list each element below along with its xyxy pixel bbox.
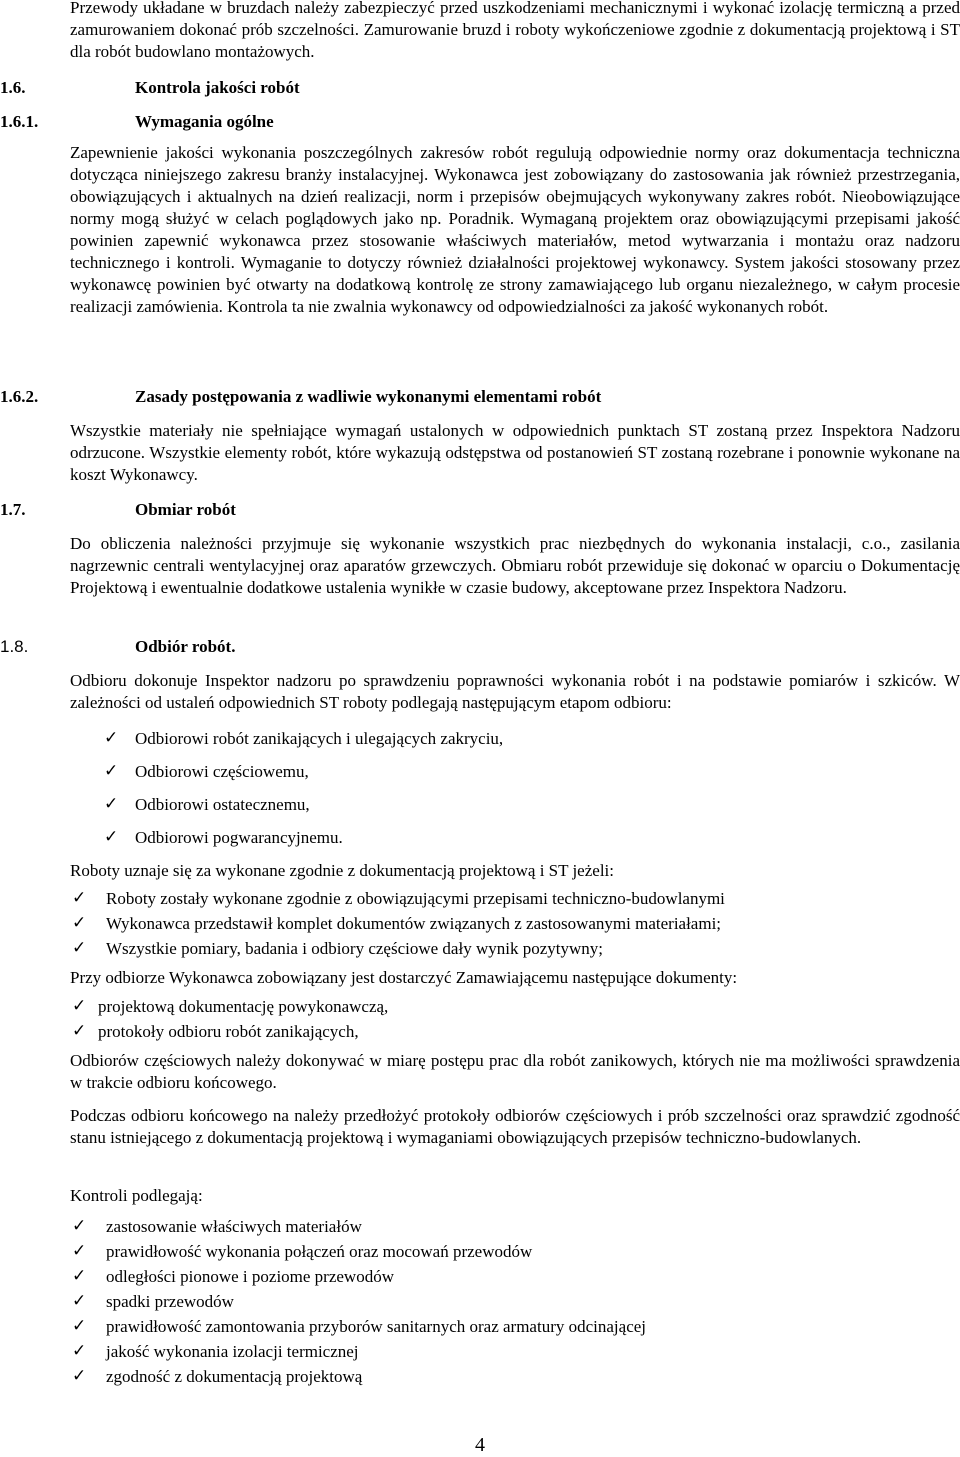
- list-item: ✓ Odbiorowi częściowemu,: [104, 759, 904, 784]
- intro-paragraph: Przewody układane w bruzdach należy zabezpieczyć przed uszkodzeniami mechanicznymi i wykonać izolację termiczną a przed zamurowaniem dokonać prób szczelności. Zamurowanie bruzd i roboty wykończeniowe zgodnie z dokumentacją projektową i ST dla robót budowlano montażowych.: [70, 0, 960, 61]
- list-item: ✓ Wszystkie pomiary, badania i odbiory częściowe dały wynik pozytywny;: [72, 936, 952, 961]
- section-number: 1.7.: [0, 500, 26, 519]
- checkmark-icon: ✓: [104, 728, 119, 748]
- checkmark-icon: ✓: [104, 827, 119, 847]
- controls-list: [72, 1214, 952, 1389]
- acceptance-conditions-intro: Roboty uznaje się za wykonane zgodnie z dokumentacją projektową i ST jeżeli:: [70, 861, 614, 880]
- section-title: Zasady postępowania z wadliwie wykonanymi elementami robót: [135, 387, 602, 406]
- list-item: ✓ prawidłowość wykonania połączeń oraz mocowań przewodów: [72, 1239, 952, 1264]
- section-title: Kontrola jakości robót: [135, 78, 300, 97]
- list-item: ✓ prawidłowość zamontowania przyborów sanitarnych oraz armatury odcinającej: [72, 1314, 952, 1339]
- checkmark-icon: ✓: [72, 1266, 87, 1286]
- acceptance-paragraph: Odbioru dokonuje Inspektor nadzoru po sprawdzeniu poprawności wykonania robót i na podstawie pomiarów i szkiców. W zależności od ustaleń odpowiednich ST roboty podlegają następującym etapom odbioru:: [70, 671, 960, 712]
- checkmark-icon: ✓: [72, 1366, 87, 1386]
- section-number: 1.6.1.: [0, 112, 39, 131]
- checkmark-icon: ✓: [72, 1316, 87, 1336]
- list-item: ✓ zastosowanie właściwych materiałów: [72, 1214, 952, 1239]
- controls-intro: Kontroli podlegają:: [70, 1186, 203, 1205]
- list-item: ✓ Wykonawca przedstawił komplet dokumentów związanych z zastosowanymi materiałami;: [72, 911, 952, 936]
- acceptance-conditions-list: [72, 886, 952, 961]
- checkmark-icon: ✓: [72, 1241, 87, 1261]
- documents-list: [72, 994, 952, 1044]
- partial-acceptance-paragraph: Odbiorów częściowych należy dokonywać w miarę postępu prac dla robót zanikowych, których nie ma możliwości sprawdzenia w trakcie odbioru końcowego.: [70, 1051, 960, 1092]
- section-number: 1.8.: [0, 637, 29, 656]
- list-item: ✓ zgodność z dokumentacją projektową: [72, 1364, 952, 1389]
- checkmark-icon: ✓: [72, 1021, 87, 1041]
- checkmark-icon: ✓: [104, 794, 119, 814]
- checkmark-icon: ✓: [72, 996, 87, 1016]
- list-item: ✓ Odbiorowi robót zanikających i ulegających zakryciu,: [104, 726, 904, 751]
- list-item: ✓ projektową dokumentację powykonawczą,: [72, 994, 952, 1019]
- list-item: ✓ Roboty zostały wykonane zgodnie z obowiązującymi przepisami techniczno-budowlanymi: [72, 886, 952, 911]
- section-title: Obmiar robót: [135, 500, 236, 519]
- defects-paragraph: Wszystkie materiały nie spełniające wymagań ustalonych w odpowiednich punktach ST zostaną przez Inspektora Nadzoru odrzucone. Wszystkie elementy robót, które wykazują odstępstwa od postanowień ST zostaną rozebrane i ponownie wykonane na koszt Wykonawcy.: [70, 421, 960, 484]
- list-item: ✓ Odbiorowi ostatecznemu,: [104, 792, 904, 817]
- checkmark-icon: ✓: [72, 938, 87, 958]
- checkmark-icon: ✓: [72, 888, 87, 908]
- list-item: ✓ Odbiorowi pogwarancyjnemu.: [104, 825, 904, 850]
- checkmark-icon: ✓: [72, 913, 87, 933]
- measurement-paragraph: Do obliczenia należności przyjmuje się wykonanie wszystkich prac niezbędnych do wykonania instalacji, c.o., zasilania nagrzewnic centrali wentylacyjnej oraz aparatów grzewczych. Obmiaru robót przewiduje się dokonać w oparciu o Dokumentację Projektową i ewentualnie dodatkowe ustalenia wynikłe w czasie budowy, akceptowane przez Inspektora Nadzoru.: [70, 534, 960, 597]
- checkmark-icon: ✓: [72, 1291, 87, 1311]
- acceptance-stages-list: [104, 726, 904, 850]
- checkmark-icon: ✓: [104, 761, 119, 781]
- list-item: ✓ odległości pionowe i poziome przewodów: [72, 1264, 952, 1289]
- checkmark-icon: ✓: [72, 1216, 87, 1236]
- list-item: ✓ jakość wykonania izolacji termicznej: [72, 1339, 952, 1364]
- documents-intro: Przy odbiorze Wykonawca zobowiązany jest dostarczyć Zamawiającemu następujące dokumenty:: [70, 968, 738, 987]
- section-title: Wymagania ogólne: [135, 112, 274, 131]
- list-item: ✓ protokoły odbioru robót zanikających,: [72, 1019, 952, 1044]
- section-number: 1.6.2.: [0, 387, 39, 406]
- final-acceptance-paragraph: Podczas odbioru końcowego na należy przedłożyć protokoły odbiorów częściowych i prób szczelności oraz sprawdzić zgodność stanu istniejącego z dokumentacją projektową i wymaganiami obowiązujących przepisów techniczno-budowlanych.: [70, 1106, 960, 1147]
- checkmark-icon: ✓: [72, 1341, 87, 1361]
- list-item: ✓ spadki przewodów: [72, 1289, 952, 1314]
- section-title: Odbiór robót.: [135, 637, 236, 656]
- section-number: 1.6.: [0, 78, 26, 97]
- page-number: 4: [475, 1434, 485, 1456]
- requirements-paragraph: Zapewnienie jakości wykonania poszczególnych zakresów robót regulują odpowiednie normy oraz dokumentacja techniczna dotycząca niniejszego zakresu branży instalacyjnej. Wykonawca jest zobowiązany do zastosowania jak również przestrzegania, obowiązujących i aktualnych na dzień realizacji, norm i przepisów obejmujących wykonywany zakres robót. Nieobowiązujące normy mogą służyć w celach poglądowych jako np. Poradnik. Wymaganą projektem oraz obowiązującymi przepisami jakość powinien zapewnić wykonawca przez stosowanie właściwych materiałów, metod wytwarzania i montażu oraz nadzoru technicznego i kontroli. Wymaganie to dotyczy również działalności projektowej wykonawcy. System jakości stosowany przez wykonawcę powinien być otwarty na dodatkową kontrolę ze strony zamawiającego lub organu niezależnego, w całym procesie realizacji zamówienia. Kontrola ta nie zwalnia wykonawcy od odpowiedzialności za jakość wykonanych robót.: [70, 143, 960, 316]
